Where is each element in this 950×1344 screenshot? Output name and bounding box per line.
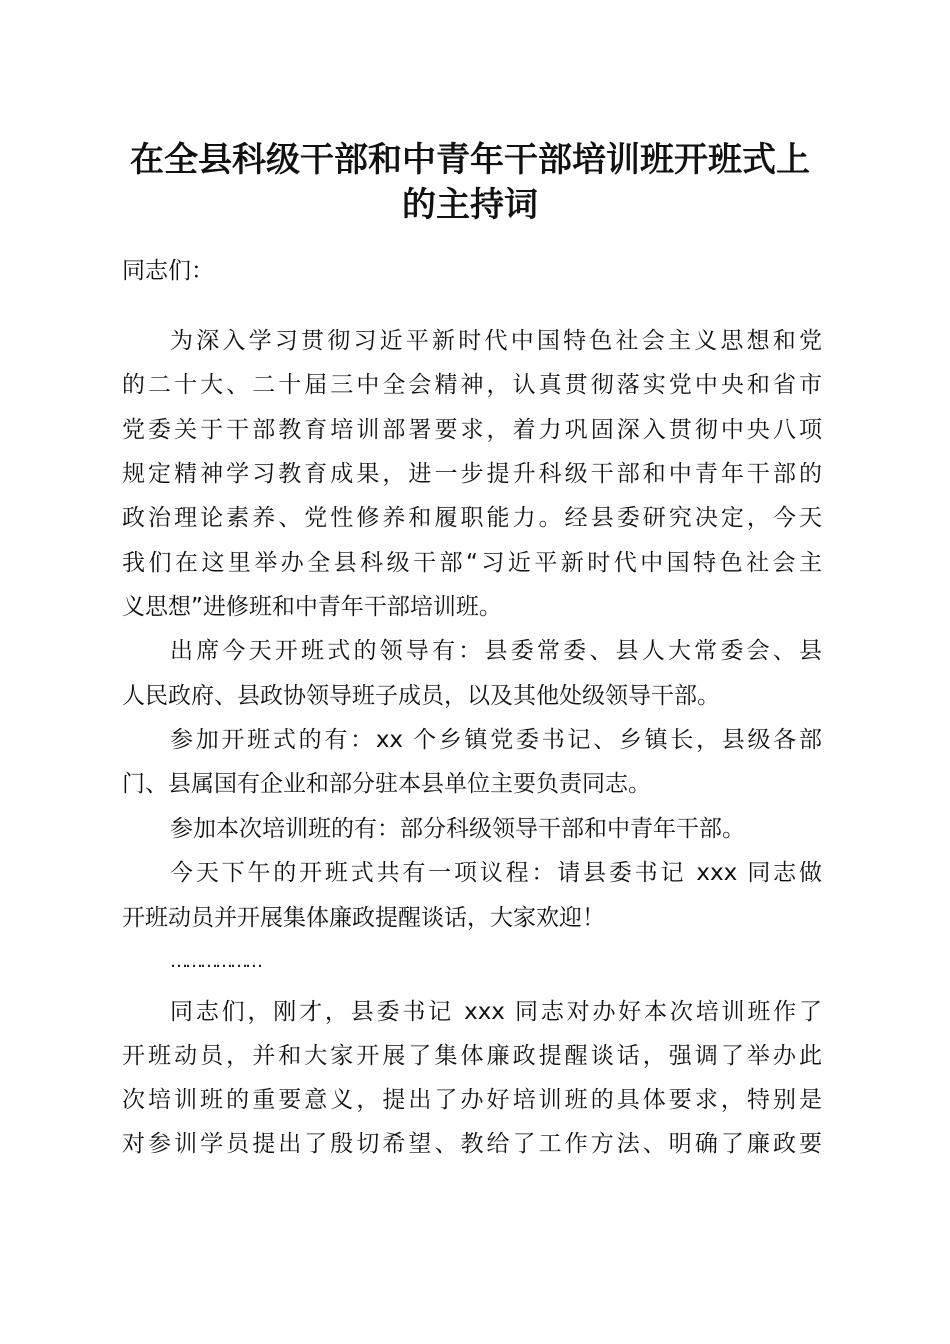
paragraph-line: 对参训学员提出了殷切希望、教给了工作方法、明确了廉政要 bbox=[122, 1131, 822, 1157]
paragraph-line: 出席今天开班式的领导有：县委常委、县人大常委会、县 bbox=[170, 638, 822, 664]
paragraph-line: 党委关于干部教育培训部署要求，着力巩固深入贯彻中央八项 bbox=[122, 417, 822, 443]
document-title-line-2: 的主持词 bbox=[402, 185, 538, 225]
paragraph-line: 门、县属国有企业和部分驻本县单位主要负责同志。 bbox=[122, 771, 651, 797]
paragraph-line: 同志们，刚才，县委书记 xxx 同志对办好本次培训班作了 bbox=[170, 999, 822, 1025]
salutation: 同志们： bbox=[122, 258, 214, 284]
paragraph-line: 参加本次培训班的有：部分科级领导干部和中青年干部。 bbox=[170, 816, 745, 842]
paragraph-line: 人民政府、县政协领导班子成员，以及其他处级领导干部。 bbox=[122, 683, 720, 709]
paragraph-line: 我们在这里举办全县科级干部“习近平新时代中国特色社会主 bbox=[122, 550, 822, 576]
document-title-line-1: 在全县科级干部和中青年干部培训班开班式上 bbox=[130, 140, 810, 180]
paragraph-line: 的二十大、二十届三中全会精神，认真贯彻落实党中央和省市 bbox=[122, 372, 822, 398]
paragraph-line: 规定精神学习教育成果，进一步提升科级干部和中青年干部的 bbox=[122, 461, 822, 487]
paragraph-line: 义思想”进修班和中青年干部培训班。 bbox=[122, 594, 502, 620]
paragraph-line: 开班动员并开展集体廉政提醒谈话，大家欢迎！ bbox=[122, 905, 605, 931]
paragraph-line: 政治理论素养、党性修养和履职能力。经县委研究决定，今天 bbox=[122, 505, 822, 531]
paragraph-line: 今天下午的开班式共有一项议程：请县委书记 xxx 同志做 bbox=[170, 860, 822, 886]
paragraph-line: 次培训班的重要意义，提出了办好培训班的具体要求，特别是 bbox=[122, 1087, 822, 1113]
paragraph-line: 参加开班式的有：xx 个乡镇党委书记、乡镇长，县级各部 bbox=[170, 727, 822, 753]
paragraph-line: 开班动员，并和大家开展了集体廉政提醒谈话，强调了举办此 bbox=[122, 1043, 822, 1069]
paragraph-line: 为深入学习贯彻习近平新时代中国特色社会主义思想和党 bbox=[170, 328, 822, 354]
ellipsis-separator: ……………… bbox=[170, 951, 260, 972]
